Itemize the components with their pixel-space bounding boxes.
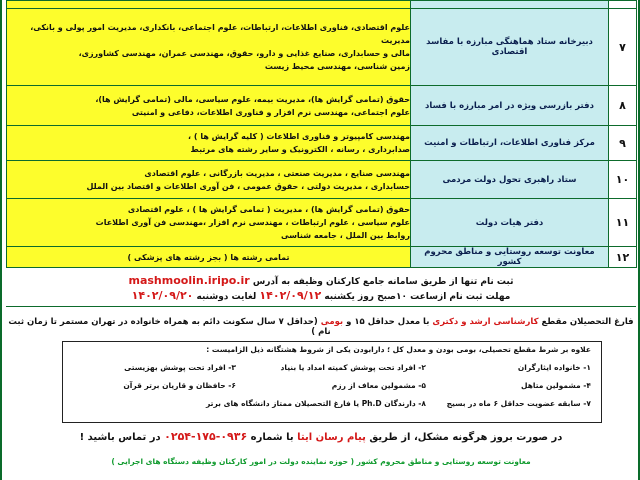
row-number: ۸ — [609, 86, 637, 126]
table-row — [7, 161, 637, 199]
contact-mid-text: با شماره — [250, 432, 294, 443]
field-line: علوم اجتماعی، مهندسی نرم افزار و فناوری اطلاعات، دفاعی و امنیتی — [131, 107, 410, 117]
requirement-item: ۳- افراد تحت پوشش بهزیستی — [124, 363, 236, 372]
table-row — [7, 9, 637, 86]
divider — [6, 306, 636, 307]
fields-cell-top — [7, 1, 411, 9]
deadline-line — [6, 289, 636, 302]
registration-url-link[interactable]: mashmoolin.iripo.ir — [128, 274, 250, 287]
fields-cell — [7, 86, 411, 126]
fields-cell — [7, 9, 411, 86]
row-number: ۷ — [609, 9, 637, 86]
registration-text: ثبت نام تنها از طریق سامانه جامع کارکنان وظیفه به آدرس — [252, 277, 514, 287]
field-line: حقوق (تمامی گرایش ها)، مدیریت بیمه، علوم سیاسی، مالی (تمامی گرایش ها)، — [95, 94, 410, 104]
requirement-item: ۱- خانواده ایثارگران — [517, 363, 591, 372]
table-row — [7, 126, 637, 161]
unit-cell-top — [411, 1, 609, 9]
table-row — [7, 199, 637, 247]
requirements-box — [62, 341, 602, 423]
fields-cell — [7, 247, 411, 268]
eligibility-residence: (حداقل ۷ سال سکونت دائم به همراه خانواده در تهران مستمر تا زمان ثبت نام ) — [8, 317, 331, 337]
field-line: حسابداری ، مدیریت دولتی ، حقوق عمومی ، فن آوری اطلاعات و اقتصاد بین الملل — [86, 181, 410, 191]
registration-site-line — [6, 274, 636, 287]
unit-name: دفتر بازرسی ویژه در امر مبارزه با فساد — [411, 86, 609, 126]
contact-suffix-text: در تماس باشید ! — [79, 432, 161, 443]
field-line: علوم اقتصادی، فناوری اطلاعات، ارتباطات، علوم اجتماعی، بانکداری، مدیریت امور پولی و بانکی، مدیریت — [30, 23, 410, 45]
deadline-end-date: ۱۴۰۲/۰۹/۲۰ — [131, 289, 194, 302]
table-row — [7, 247, 637, 268]
row-number: ۱۱ — [609, 199, 637, 247]
field-line: حقوق (تمامی گرایش ها) ، مدیریت ( تمامی گرایش ها ) ، علوم اقتصادی — [127, 205, 410, 214]
fields-cell — [7, 199, 411, 247]
field-line: علوم سیاسی ، علوم ارتباطات ، مهندسی نرم افزار ،مهندسی فن آوری اطلاعات — [95, 218, 410, 227]
deadline-text: مهلت ثبت نام ازساعت ۱۰صبح روز یکشنبه — [324, 292, 511, 302]
field-line: مالی و حسابداری، صنایع غذایی و دارو، حقوق، مهندسی عمران، مهندسی کشاورزی، — [78, 49, 410, 58]
unit-name: دبیرخانه ستاد هماهنگی مبارزه با مفاسد اقتصادی — [411, 9, 609, 86]
field-line: روابط بین الملل ، جامعه شناسی — [280, 231, 410, 240]
requirement-item: ۸- دارندگان Ph.D یا فارغ التحصیلان ممتاز دانشگاه های برتر — [206, 399, 426, 408]
fields-cell — [7, 126, 411, 161]
unit-name: مرکز فناوری اطلاعات، ارتباطات و امنیت — [411, 126, 609, 161]
requirement-item: ۵- مشمولین معاف از رزم — [331, 381, 426, 390]
contact-line — [6, 430, 636, 443]
contact-phone[interactable]: ۰۹۳۶-۱۷۵-۰۲۵۴ — [164, 430, 248, 443]
table-row — [7, 86, 637, 126]
field-line: تمامی رشته ها ( بجز رشته های پزشکی ) — [127, 252, 290, 262]
deadline-mid-text: لغایت دوشنبه — [196, 292, 257, 302]
unit-name: معاونت توسعه روستایی و مناطق محروم کشور — [411, 247, 609, 268]
field-line: زمین شناسی، مهندسی محیط زیست — [264, 62, 410, 71]
requirement-item: ۶- حافظان و قاریان برتر قرآن — [123, 381, 236, 390]
requirement-item: ۷- سابقه عضویت حداقل ۶ ماه در بسیج — [446, 399, 591, 408]
eligibility-line — [6, 317, 636, 337]
contact-text: در صورت بروز هرگونه مشکل، از طریق — [369, 432, 563, 443]
row-number: ۱۰ — [609, 161, 637, 199]
requirement-item: ۲- افراد تحت پوشش کمیته امداد یا بنیاد — [280, 363, 426, 372]
unit-name: دفتر هیات دولت — [411, 199, 609, 247]
field-line: مهندسی کامپیوتر و فناوری اطلاعات ( کلیه گرایش ها ) ، — [188, 132, 410, 141]
field-line: مهندسی صنایع ، مدیریت صنعتی ، مدیریت بازرگانی ، علوم اقتصادی — [144, 168, 410, 178]
eligibility-native: بومی — [320, 317, 344, 327]
units-table — [6, 0, 637, 268]
row-number-top — [609, 1, 637, 9]
eligibility-degree: کارشناسی ارشد و دکتری — [432, 317, 539, 327]
eligibility-gpa: با معدل حداقل ۱۵ و — [346, 317, 430, 327]
row-number: ۹ — [609, 126, 637, 161]
field-line: صدابرداری ، رسانه ، الکترونیک و سایر رشته های مرتبط — [190, 145, 410, 154]
deadline-start-date: ۱۴۰۲/۰۹/۱۲ — [259, 289, 322, 302]
eligibility-text: فارغ التحصیلان مقطع — [541, 317, 634, 327]
footer-note: معاونت توسعه روستایی و مناطق محروم کشور ( حوزه نماینده دولت در امور کارکنان وظیفه دستگاه های اجرایی ) — [111, 457, 531, 466]
fields-cell — [7, 161, 411, 199]
contact-app-name: پیام رسان ایتا — [297, 432, 366, 443]
requirements-heading: علاوه بر شرط مقطع تحصیلی، بومی بودن و معدل کل ؛ دارابودن یکی از شروط هشتگانه ذیل الزامیست : — [206, 345, 591, 354]
unit-name: ستاد راهبری تحول دولت مردمی — [411, 161, 609, 199]
requirement-item: ۴- مشمولین متاهل — [521, 381, 591, 390]
table-row-top-edge — [7, 1, 637, 9]
row-number: ۱۲ — [609, 247, 637, 268]
